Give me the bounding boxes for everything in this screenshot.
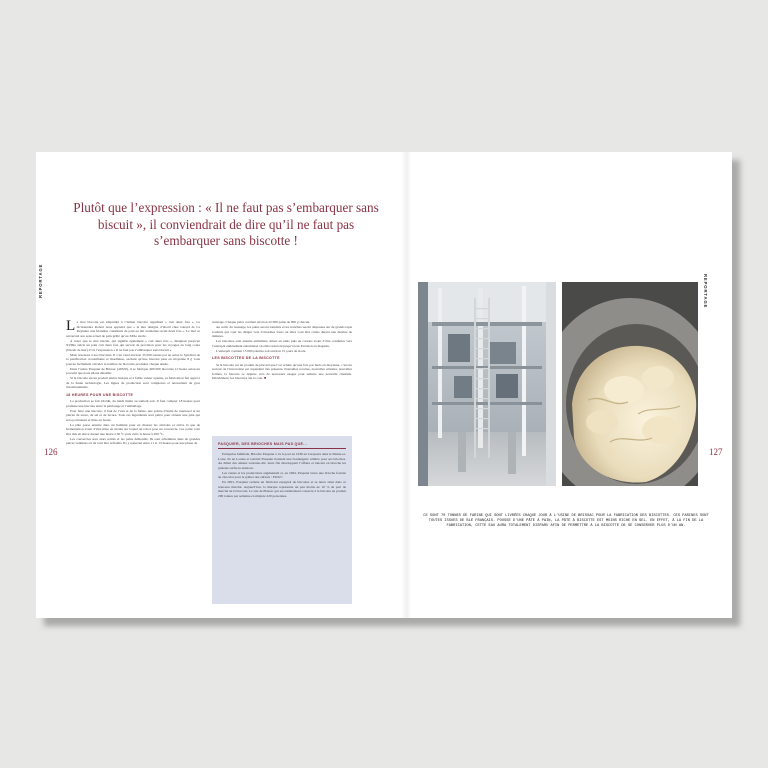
photo-caption: CE SONT 70 TONNES DE FARINE QUI SONT LIVRÉES CHAQUE JOUR À L’USINE DE BRISSAC POUR LA FABRICATION DES BISCOTTES. CES FARINES SONT TOUTES ISSUES DE BLÉ FRANÇAIS. POUSSE D’UNE PÂTE À PAIN, LA PÂTE À BISCOTTE EST MOINS RICHE EN SEL. EN EFFET, À LA FIN DE LA FABRICATION, CETTE EAU AURA TOTALEMENT DISPARU AFIN DE PERMETTRE À LA BISCOTTE DE SE CONSERVER PLUS D’UN AN. — [423, 514, 709, 528]
paragraph: ressuage. Chaque pièce contient environ 22 000 pains de 900 g chacun. — [212, 320, 311, 324]
paragraph: Si la biscotte est un produit plutôt basique et à faible valeur ajoutée, sa fabrication fait appel à de la haute technologie. Les lignes de production sont complexes et nécessitent de gros investissements. — [66, 376, 200, 389]
subheading: LES BISCOTTES DE LA BISCOTTE — [212, 356, 280, 360]
paragraph: Si la biscotte est un produit de placard que l’on achète qu’une fois par mois en moyenne, c’est un secteur où l’innovation est cependant très présente. Nouvelles recettes, nouvelles céréales, nouvelles formes, la biscotte se déploie vers de nouveaux usages pour séduire une nouvelle clientèle. Décidément, les biscottes ont la cote. ■ — [212, 362, 352, 380]
end-mark: ■ — [263, 376, 267, 380]
dough-in-mixer-photo — [562, 282, 698, 486]
magazine-spread — [36, 152, 732, 618]
dough-illustration — [562, 282, 698, 486]
paragraph: Pour faire une biscotte, il faut de l’eau et de la farine, une pointe d’huile de tournesol et un pincée de sucre, de sel et de levure. Tous ces ingrédients sont pétris pour obtenir une pâte qui sera portionnée et mise en boule. — [66, 408, 200, 422]
text-column-2 — [212, 320, 352, 430]
section-label-left: REPORTAGE — [38, 263, 43, 298]
paragraph: Au sortir du ressuage, les pains seront tranchés et les tranches seront disposées sur de grands tapis roulants qui vont les diriger vers d’énormes fours où elles vont être cuites durant une dizaine de minutes. — [212, 325, 352, 338]
page-number-left: 126 — [44, 447, 58, 457]
paragraph: En 2001, Pasquier rachète un fabricant espagnol de biscottes et se lance ainsi dans ce nouveau marché. Aujourd’hui, la marque représente un peu moins de 10 % de part de marché de la biscotte. Le site de Brissac qui est entièrement consacré à la biscotte en produit 200 tonnes par semaine et emploie 220 personnes. — [218, 480, 346, 498]
page-number-right: 127 — [709, 447, 723, 457]
paragraph: Le mot biscotte est emprunté à l’italien biscotto signifiant « cuit deux fois ». Le dictionnaire Robert nous apprend que « le mot désigna d’abord chez Gérard de La Reynière une friandise constituée de pain au lait aromatisé recuit deux fois ». Le mot se retrouvait son sens actuel de pain grillé qu’au XIXe siècle. — [66, 320, 200, 338]
paragraph: Entreprise familiale, Brioche Pasquier a vu le jour en 1936 au Cerqueux dans le Maine-et-Loire. Ils en Louise et Gabriel Pasquier tiennent une boulangerie célèbre pour ses brioches. Au début des années soixante-dix, leurs fils développent l’affaire et lancent en brioche les grandes surfaces alentour. — [218, 452, 346, 470]
paragraph: Mais revenons à nos biscottes. Il s’en vend environ 35 000 tonnes par an selon le Syndicat de la panification croustillante et moelleuse, sachant qu’une biscotte pèse en moyenne 8 g vous pouvez facilement calculer le nombre de biscottes produites chaque année. — [66, 352, 200, 366]
paragraph: À noter que le mot biscuit, qui signifie également « cuit deux fois », désignait jusqu’au XVIIIe siècle un pain cuit deux fois qui servait de provision pour les voyages au long cours (biscuit de mer) d’où l’expression « Il ne faut pas s’embarquer sans biscuit ». — [66, 338, 200, 352]
paragraph: Les biscottes sont ensuite emballées, mises en étuis puis en cartons avant d’être conduites vers l’entrepôt entièrement automatisé où elles resteront jusqu’à leur livraison en magasin. — [212, 339, 352, 348]
text-column-1 — [66, 320, 200, 610]
sidebar-box-text — [218, 452, 346, 498]
paragraph: L’entrepôt contient 15 000 palettes soit environ 15 jours de stock. — [216, 348, 307, 353]
sidebar-box-title: PASQUIER, DES BRIOCHES MAIS PAS QUE... — [218, 442, 346, 449]
paragraph: La pâte passe ensuite dans un hominié pour en chasser les alvéoles et arrive là que de fermentation avant d’être mise en moule sur lequel un robot pose un couvercle. Ces pains vont être mis en étuve durant une heure à 36 °C puis cuits ¾ heure à 200 °C. — [66, 422, 200, 436]
paragraph: Dans l’usine Pasquier de Brissac (49320), il se fabrique 400 000 biscottes à l’heure selon un procédé que nous allons détailler. — [66, 366, 200, 375]
sidebar-box — [212, 436, 352, 604]
section-label-right: REPORTAGE — [703, 274, 708, 309]
spine-shadow — [401, 152, 411, 618]
subheading: 18 HEURES POUR UNE BISCOTTE — [66, 392, 134, 397]
factory-illustration — [418, 282, 556, 486]
factory-interior-photo — [418, 282, 556, 486]
paragraph: La production se fait 24/24h, du lundi matin au samedi soir. Il faut compter 18 heures pour produire une biscotte entre le pétrissage et l’emballage. — [66, 399, 200, 408]
drop-cap: L — [66, 320, 76, 334]
paragraph: Les ventes et les productions augmentent et, en 1984, Pasquier lance une brioche fourrée au chocolat pour le goûter des enfants : Pitch®. — [218, 470, 346, 479]
paragraph: Les couvercles sont alors retirés et les pains démoulés. Ils sont acheminés dans de grandes pièces ventilées où ils vont être refroidis. Ils y resteront entre 11 et 13 heures pour une phase de — [66, 436, 200, 445]
pull-quote: Plutôt que l’expression : « Il ne faut pas s’embarquer sans biscuit », il conviendrait de dire qu’il ne faut pas s’embarquer sans biscotte ! — [73, 200, 379, 248]
